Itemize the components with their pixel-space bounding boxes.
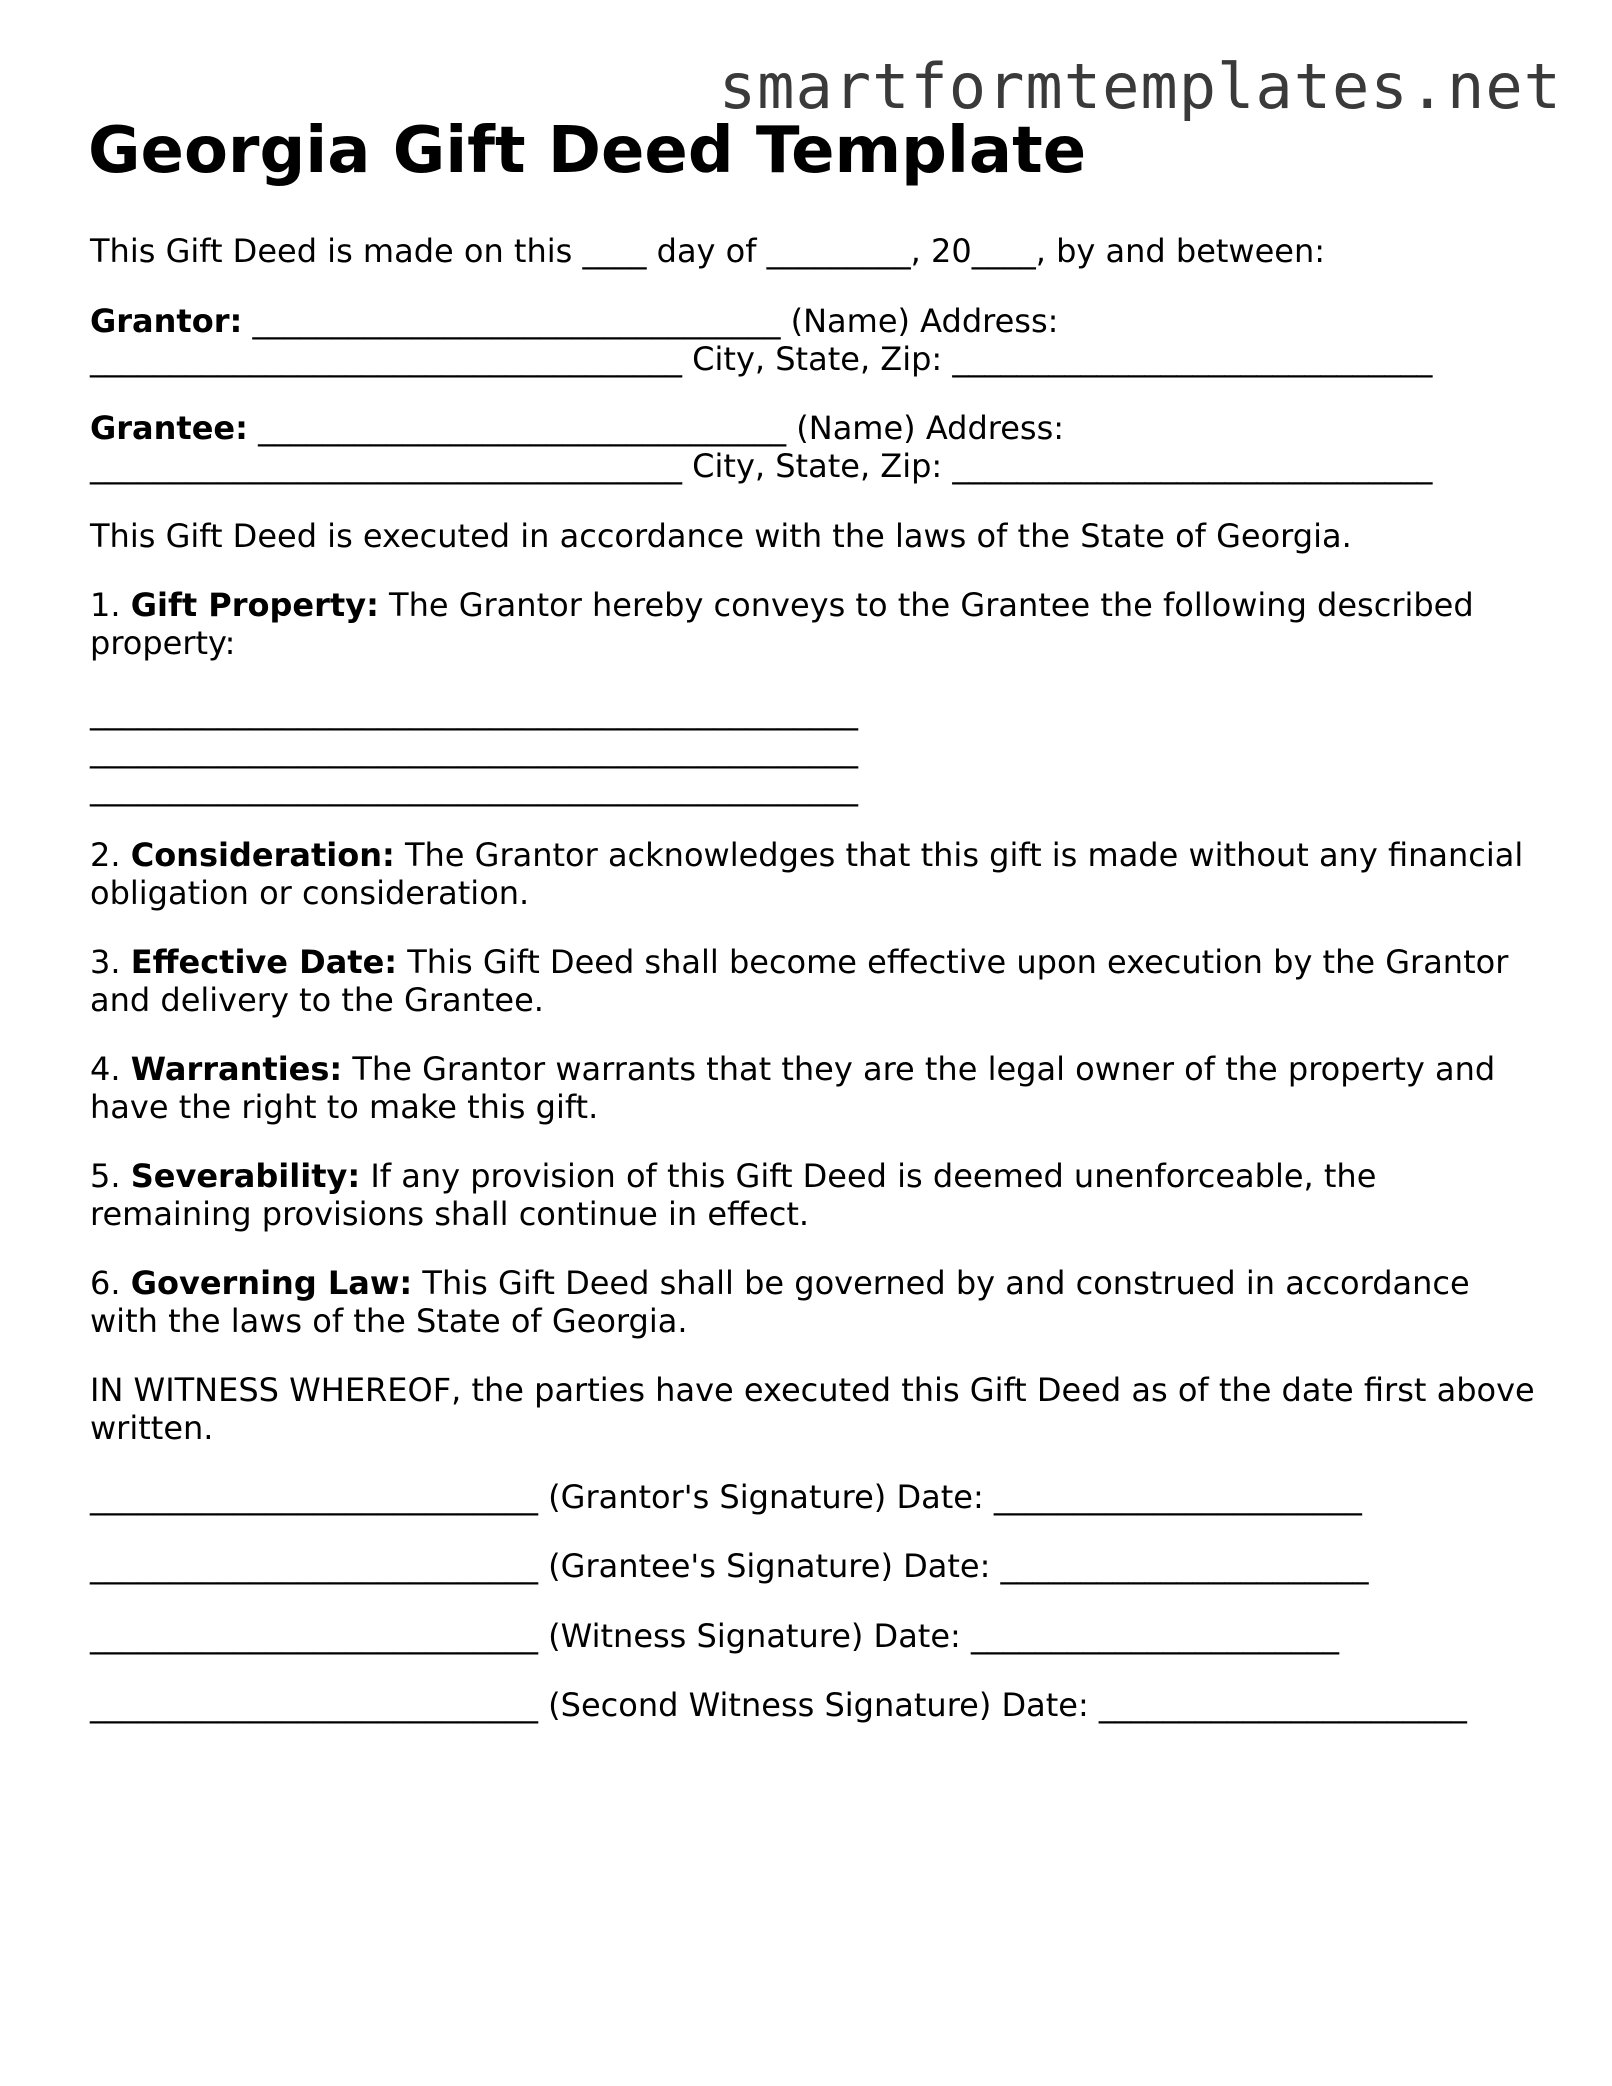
second-witness-signature-line: ____________________________ (Second Witness Signature) Date: _______________________ [90,1686,1467,1724]
section-severability [90,1157,1540,1233]
site-watermark: smartformtemplates.net [718,50,1562,123]
section-heading: Consideration: [130,836,395,874]
section-heading: Governing Law: [130,1264,413,1302]
section-number: 6. [90,1264,131,1302]
property-description-lines [90,693,1540,807]
section-text: The Grantor hereby conveys to the Grantee the following described property: [90,586,1474,662]
section-heading: Gift Property: [130,586,379,624]
grantee-name-address-line: _________________________________ (Name) Address: [247,409,1065,447]
grantor-city-state-zip-line: _____________________________________ City, State, Zip: ______________________________ [90,340,1433,378]
property-line: ________________________________________________ [90,731,858,769]
section-heading: Effective Date: [130,943,398,981]
section-consideration [90,836,1540,912]
section-number: 2. [90,836,131,874]
grantor-signature-line: ____________________________ (Grantor's Signature) Date: _______________________ [90,1478,1362,1516]
property-line: ________________________________________________ [90,769,858,807]
witness-signature-line: ____________________________ (Witness Signature) Date: _______________________ [90,1617,1339,1655]
grantee-first-line [90,409,1064,447]
section-governing-law [90,1264,1540,1340]
section-number: 5. [90,1157,131,1195]
grantee-signature-line: ____________________________ (Grantee's Signature) Date: _______________________ [90,1547,1369,1585]
section-effective-date [90,943,1540,1019]
section-warranties [90,1050,1540,1126]
section-heading: Warranties: [130,1050,343,1088]
section-number: 1. [90,586,131,624]
grantor-block [90,302,1540,378]
property-line: ________________________________________________ [90,693,858,731]
section-number: 3. [90,943,131,981]
grantee-block [90,409,1540,485]
grantee-city-state-zip-line: _____________________________________ City, State, Zip: ______________________________ [90,447,1433,485]
grantor-name-address-line: _________________________________ (Name) Address: [242,302,1059,340]
witness-clause: IN WITNESS WHEREOF, the parties have executed this Gift Deed as of the date first above written. [90,1371,1535,1447]
grantor-first-line [90,302,1058,340]
section-heading: Severability: [130,1157,361,1195]
accordance-paragraph: This Gift Deed is executed in accordance with the laws of the State of Georgia. [90,517,1352,555]
section-text: The Grantor acknowledges that this gift is made without any financial obligation or consideration. [90,836,1524,912]
grantee-label: Grantee: [90,409,248,447]
section-number: 4. [90,1050,131,1088]
section-text: This Gift Deed shall become effective upon execution by the Grantor and delivery to the Grantee. [90,943,1509,1019]
section-gift-property [90,586,1540,662]
grantor-label: Grantor: [90,302,243,340]
section-text: This Gift Deed shall be governed by and construed in accordance with the laws of the State of Georgia. [90,1264,1470,1340]
intro-paragraph: This Gift Deed is made on this ____ day of _________, 20____, by and between: [90,232,1326,270]
section-text: The Grantor warrants that they are the legal owner of the property and have the right to make this gift. [90,1050,1496,1126]
section-text: If any provision of this Gift Deed is deemed unenforceable, the remaining provisions shall continue in effect. [90,1157,1377,1233]
document-title: Georgia Gift Deed Template [88,114,1087,188]
